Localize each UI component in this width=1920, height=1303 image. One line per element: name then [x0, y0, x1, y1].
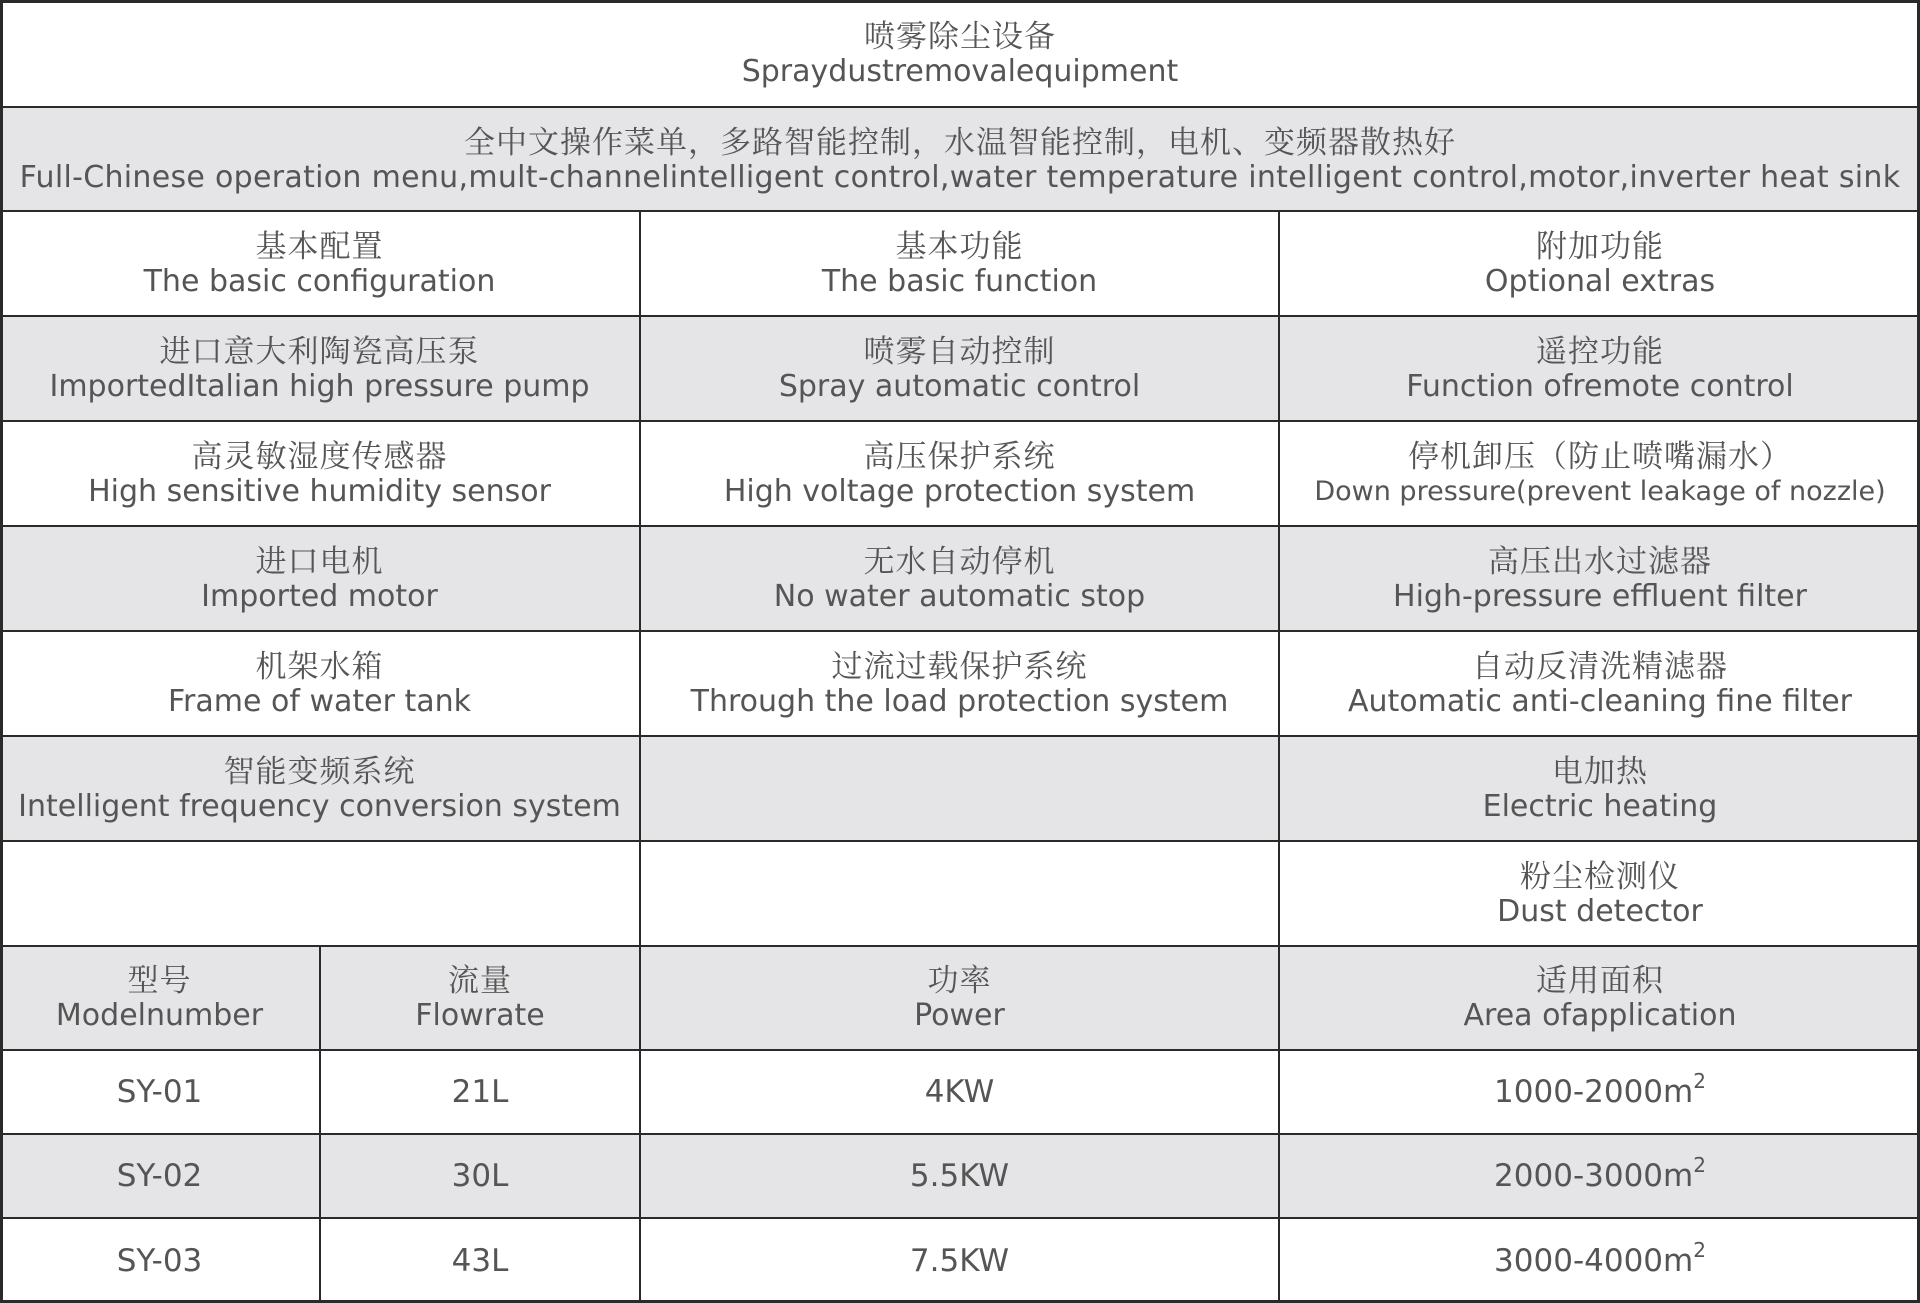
spec-header-flow: [321, 947, 641, 1049]
model-number: SY-01: [116, 1074, 203, 1110]
feature-zh: 自动反清洗精滤器: [1472, 648, 1728, 685]
spec-header-power: [641, 947, 1280, 1049]
feature-cell: [0, 317, 641, 420]
summary-row: [0, 108, 1920, 211]
feature-zh: 过流过载保护系统: [831, 648, 1088, 685]
feature-zh: 无水自动停机: [863, 543, 1056, 580]
feature-row: [0, 422, 1920, 525]
model-row: [0, 1051, 1920, 1133]
feature-en: Electric heating: [1482, 788, 1718, 824]
column-header: [1280, 212, 1920, 315]
spec-header-zh: 适用面积: [1536, 963, 1664, 999]
column-header-zh: 基本功能: [895, 228, 1024, 265]
area-range: 1000-2000m: [1494, 1074, 1694, 1110]
column-header-en: The basic configuration: [143, 263, 496, 299]
model-cell: [0, 1051, 321, 1133]
model-cell: [0, 1219, 321, 1303]
feature-zh: 高压保护系统: [863, 438, 1056, 475]
flow-cell: [321, 1219, 641, 1303]
feature-en: Spray automatic control: [778, 368, 1141, 404]
feature-cell: [1280, 737, 1920, 840]
power-cell: [641, 1219, 1280, 1303]
model-cell: [0, 1135, 321, 1217]
area-value: [1494, 1069, 1706, 1110]
feature-zh: 进口意大利陶瓷高压泵: [159, 333, 480, 370]
feature-en: Automatic anti-cleaning fine filter: [1347, 683, 1852, 719]
feature-zh: 电加热: [1552, 753, 1648, 790]
feature-en: No water automatic stop: [773, 578, 1146, 614]
feature-zh: 进口电机: [255, 543, 384, 580]
area-cell: [1280, 1219, 1920, 1303]
area-unit-exponent: 2: [1693, 1238, 1706, 1262]
feature-en: Function ofremote control: [1406, 368, 1794, 404]
power-value: 4KW: [924, 1074, 995, 1110]
spec-header-en: Flowrate: [415, 998, 545, 1033]
area-cell: [1280, 1051, 1920, 1133]
summary-en: Full-Chinese operation menu,mult-channelintelligent control,water temperature intelligent control,motor,inverter heat sink: [19, 159, 1901, 195]
summary-zh: 全中文操作菜单，多路智能控制，水温智能控制，电机、变频器散热好: [464, 124, 1456, 161]
model-row: [0, 1219, 1920, 1303]
power-cell: [641, 1051, 1280, 1133]
spec-header-zh: 功率: [927, 963, 992, 999]
area-cell: [1280, 1135, 1920, 1217]
feature-cell: [641, 632, 1280, 735]
feature-cell: [1280, 842, 1920, 945]
feature-row: [0, 317, 1920, 420]
spec-header-en: Area ofapplication: [1463, 998, 1737, 1033]
spec-header-zh: 流量: [448, 963, 512, 999]
spec-header-area: [1280, 947, 1920, 1049]
feature-zh: 机架水箱: [255, 648, 384, 685]
feature-zh: 喷雾自动控制: [863, 333, 1056, 370]
spec-header-row: [0, 947, 1920, 1049]
area-value: [1494, 1153, 1706, 1194]
power-value: 5.5KW: [909, 1158, 1010, 1194]
column-header-en: Optional extras: [1484, 263, 1716, 299]
column-header: [0, 212, 641, 315]
feature-row: [0, 527, 1920, 630]
model-number: SY-03: [116, 1243, 203, 1279]
spec-header-zh: 型号: [127, 963, 192, 999]
feature-row: [0, 737, 1920, 840]
title-cell: [0, 0, 1920, 107]
column-header-en: The basic function: [821, 263, 1098, 299]
feature-en: Through the load protection system: [690, 683, 1229, 719]
model-row: [0, 1135, 1920, 1217]
feature-zh: 高灵敏湿度传感器: [191, 438, 448, 475]
feature-cell: [641, 527, 1280, 630]
model-number: SY-02: [116, 1158, 203, 1194]
feature-cell: [1280, 527, 1920, 630]
feature-cell: [641, 422, 1280, 525]
feature-cell: [1280, 317, 1920, 420]
area-unit-exponent: 2: [1693, 1153, 1706, 1177]
feature-cell: [1280, 632, 1920, 735]
spec-header-en: Modelnumber: [55, 998, 264, 1033]
feature-zh: 粉尘检测仪: [1520, 858, 1680, 895]
feature-en: Down pressure(prevent leakage of nozzle): [1314, 475, 1886, 507]
feature-en: Intelligent frequency conversion system: [18, 788, 621, 824]
feature-en: ImportedItalian high pressure pump: [49, 368, 590, 404]
title-zh: 喷雾除尘设备: [864, 18, 1056, 55]
feature-cell: [1280, 422, 1920, 525]
feature-row: [0, 632, 1920, 735]
column-header-zh: 基本配置: [255, 228, 384, 265]
feature-en: Dust detector: [1497, 893, 1703, 929]
area-value: [1494, 1238, 1706, 1279]
feature-cell-empty: [641, 842, 1280, 945]
power-value: 7.5KW: [909, 1243, 1010, 1279]
area-range: 2000-3000m: [1494, 1158, 1694, 1194]
spec-header-model: [0, 947, 321, 1049]
feature-row: [0, 842, 1920, 945]
flow-rate: 30L: [451, 1158, 509, 1194]
summary-cell: [0, 108, 1920, 211]
feature-cell-empty: [0, 842, 641, 945]
power-cell: [641, 1135, 1280, 1217]
feature-cell: [0, 527, 641, 630]
feature-cell-empty: [641, 737, 1280, 840]
feature-cell: [641, 317, 1280, 420]
flow-rate: 21L: [451, 1074, 509, 1110]
column-header-zh: 附加功能: [1536, 228, 1664, 265]
feature-zh: 智能变频系统: [223, 753, 416, 790]
title-row: [0, 0, 1920, 107]
flow-rate: 43L: [451, 1243, 509, 1279]
feature-en: High-pressure effluent filter: [1393, 578, 1807, 614]
column-header: [641, 212, 1280, 315]
spec-header-en: Power: [914, 998, 1005, 1033]
area-unit-exponent: 2: [1693, 1069, 1706, 1093]
title-en: Spraydustremovalequipment: [741, 53, 1179, 89]
feature-en: High voltage protection system: [723, 473, 1196, 509]
feature-cell: [0, 632, 641, 735]
feature-zh: 遥控功能: [1536, 333, 1664, 370]
column-header-row: [0, 212, 1920, 315]
flow-cell: [321, 1135, 641, 1217]
feature-en: Frame of water tank: [167, 683, 471, 719]
feature-zh: 高压出水过滤器: [1488, 543, 1712, 580]
feature-cell: [0, 422, 641, 525]
feature-en: High sensitive humidity sensor: [88, 473, 551, 509]
flow-cell: [321, 1051, 641, 1133]
area-range: 3000-4000m: [1494, 1243, 1694, 1279]
feature-en: Imported motor: [201, 578, 438, 614]
feature-cell: [0, 737, 641, 840]
feature-zh: 停机卸压（防止喷嘴漏水）: [1408, 438, 1792, 475]
